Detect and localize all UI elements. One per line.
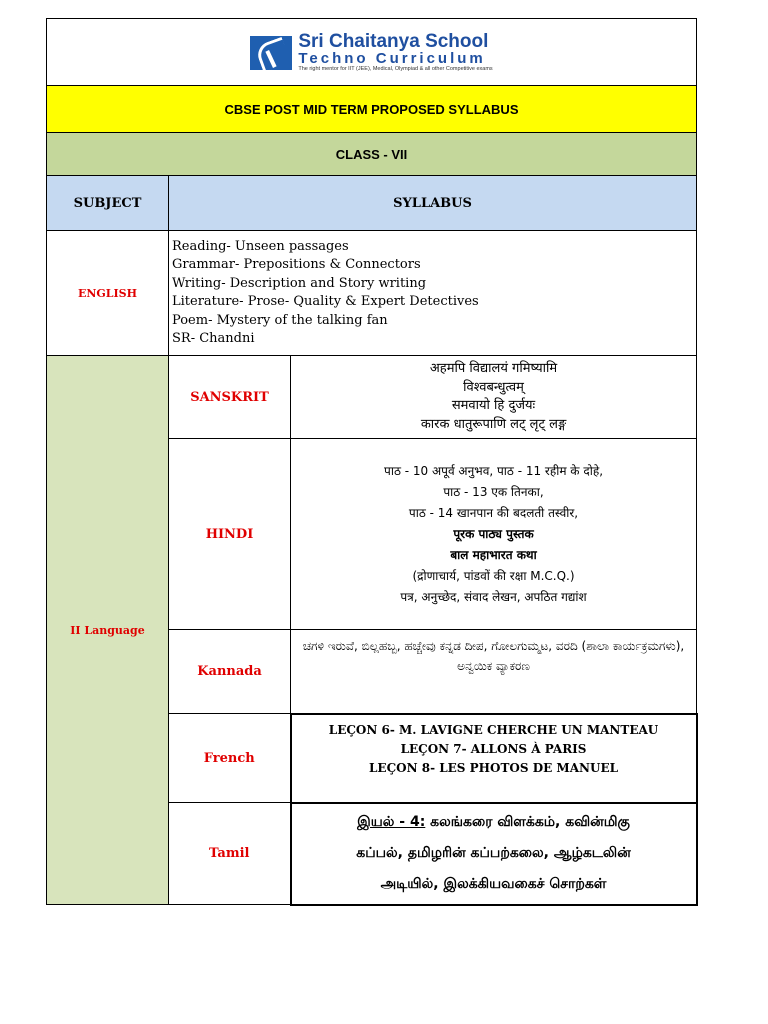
kannada-subject: Kannada — [169, 630, 291, 714]
syllabus-table — [46, 18, 698, 906]
logo-cell — [47, 19, 697, 86]
hindi-line: (द्रोणाचार्य, पांडवों की रक्षा M.C.Q.) — [412, 568, 575, 583]
kannada-syllabus: ಚಗಳಿ ಇರುವೆ, ಬಿಲ್ಲಹಬ್ಬ, ಹಚ್ಚೇವು ಕನ್ನಡ ದೀಪ, ಗೋಲಗುಮ್ಮಟ, ವರದಿ (ಶಾಲಾ ಕಾರ್ಯಕ್ರಮಗಳು), ಅನ್ವಯಿಕ ವ್ಯಾಕರಣ — [291, 630, 697, 714]
tamil-line: அடியில், இலக்கியவகைச் சொற்கள் — [380, 876, 607, 892]
english-line: Writing- Description and Story writing — [172, 275, 427, 291]
column-header-row — [47, 176, 697, 231]
logo-name: Sri Chaitanya School — [298, 31, 489, 53]
english-line: Poem- Mystery of the talking fan — [172, 312, 388, 328]
english-syllabus — [169, 231, 697, 356]
logo-row — [47, 19, 697, 86]
logo-emblem-icon — [250, 36, 292, 70]
sanskrit-line: समवायो हि दुर्जयः — [451, 398, 536, 413]
sanskrit-subject: SANSKRIT — [169, 356, 291, 439]
sanskrit-line: कारक धातुरूपाणि लट् लृट् लङ्ग — [420, 416, 567, 432]
hindi-line: पाठ - 14 खानपान की बदलती तस्वीर, — [408, 505, 579, 520]
hindi-line: पत्र, अनुच्छेद, संवाद लेखन, अपठित गद्यांश — [400, 589, 587, 604]
tamil-line: கப்பல், தமிழரின் கப்பற்கலை, ஆழ்கடலின் — [356, 845, 631, 861]
page-title: CBSE POST MID TERM PROPOSED SYLLABUS — [47, 86, 697, 133]
hindi-line: बाल महाभारत कथा — [450, 547, 537, 562]
tamil-subject: Tamil — [169, 803, 291, 905]
logo-subtitle: Techno Curriculum — [298, 50, 486, 68]
tamil-line — [292, 807, 696, 838]
tamil-line-text: கலங்கரை விளக்கம், கவின்மிகு — [425, 814, 630, 830]
french-line: LEÇON 7- ALLONS À PARIS — [400, 741, 587, 756]
french-syllabus — [291, 714, 697, 803]
logo-tagline: The right mentor for IIT (JEE), Medical, Olympiad & all other Competitive exams — [298, 66, 493, 73]
syllabus-sheet — [46, 18, 696, 906]
english-line: Reading- Unseen passages — [172, 238, 349, 254]
french-line: LEÇON 8- LES PHOTOS DE MANUEL — [368, 760, 619, 775]
french-subject: French — [169, 714, 291, 803]
sanskrit-line: विश्वबन्धुत्वम् — [463, 379, 524, 395]
english-subject: ENGLISH — [47, 231, 169, 356]
second-language-label: II Language — [47, 356, 169, 905]
tamil-chapter-prefix: இயல் - 4: — [357, 814, 426, 830]
hindi-line: पाठ - 13 एक तिनका, — [443, 484, 544, 499]
syllabus-column-header: SYLLABUS — [169, 176, 697, 231]
english-line: Grammar- Prepositions & Connectors — [172, 257, 421, 272]
class-label: CLASS - VII — [47, 133, 697, 176]
hindi-syllabus — [291, 439, 697, 630]
sanskrit-row — [47, 356, 697, 439]
french-line: LEÇON 6- M. LAVIGNE CHERCHE UN MANTEAU — [328, 722, 659, 737]
hindi-line: पाठ - 10 अपूर्व अनुभव, पाठ - 11 रहीम के दोहे, — [384, 463, 604, 478]
sanskrit-line: अहमपि विद्यालयं गमिष्यामि — [429, 361, 558, 376]
hindi-subject: HINDI — [169, 439, 291, 630]
english-line: Literature- Prose- Quality & Expert Detectives — [172, 294, 479, 309]
subject-column-header: SUBJECT — [47, 176, 169, 231]
english-line: SR- Chandni — [172, 331, 255, 346]
english-row — [47, 231, 697, 356]
sanskrit-syllabus — [291, 356, 697, 439]
tamil-syllabus — [291, 803, 697, 905]
school-logo — [250, 32, 492, 73]
hindi-line: पूरक पाठ्य पुस्तक — [453, 526, 534, 541]
